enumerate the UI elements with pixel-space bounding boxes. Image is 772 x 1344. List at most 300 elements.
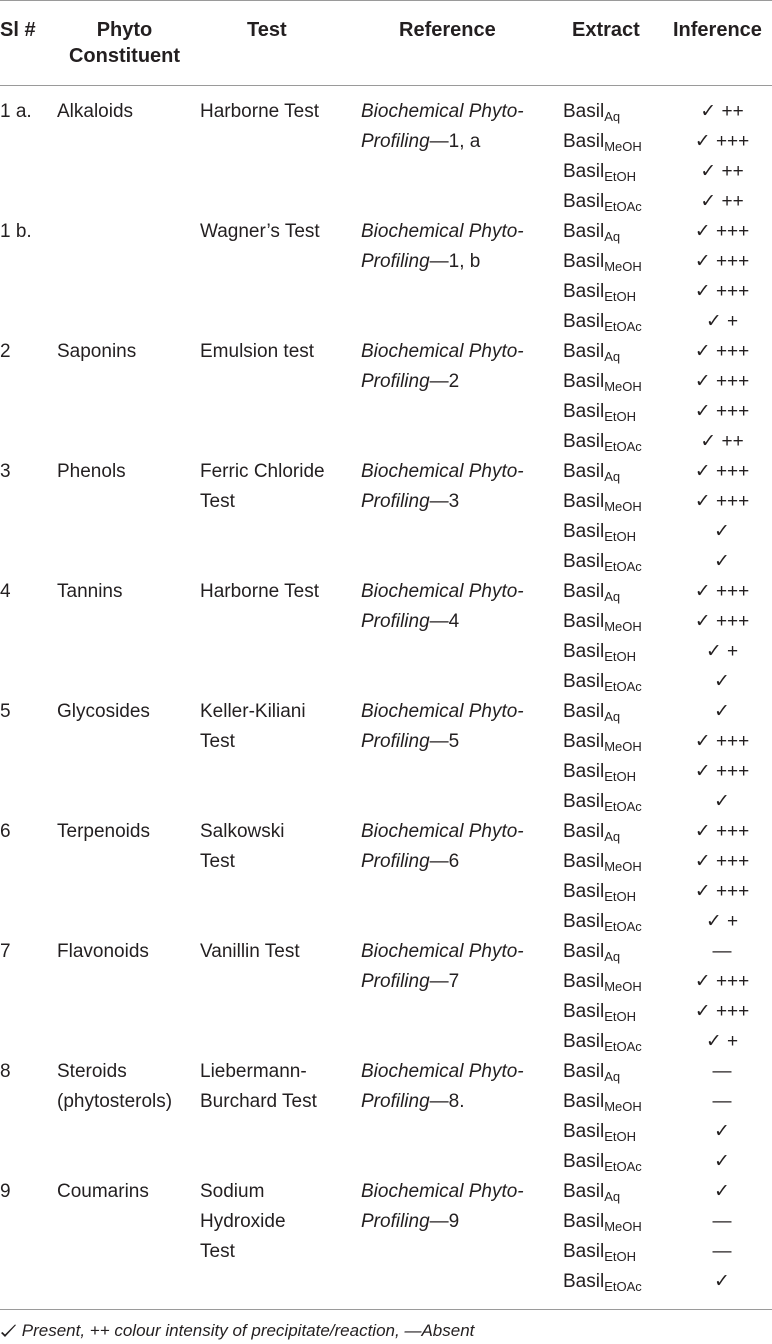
extract-solvent: EtOH bbox=[604, 169, 636, 184]
extract-base: Basil bbox=[563, 671, 605, 692]
extract-list bbox=[563, 697, 642, 817]
extract-list bbox=[563, 217, 642, 337]
extract-item bbox=[563, 1207, 642, 1237]
extract-solvent: EtOAc bbox=[604, 1159, 642, 1174]
extract-list bbox=[563, 1177, 642, 1297]
inference-list bbox=[672, 1057, 772, 1177]
phyto-line: Steroids bbox=[57, 1061, 127, 1082]
extract-solvent: EtOAc bbox=[604, 1279, 642, 1294]
sl-number: 4 bbox=[0, 581, 11, 602]
reference-line1: Biochemical Phyto- bbox=[361, 1181, 524, 1202]
extract-base: Basil bbox=[563, 1181, 605, 1202]
reference-line2 bbox=[361, 367, 524, 397]
extract-solvent: EtOAc bbox=[604, 199, 642, 214]
inference-value: ✓ + bbox=[705, 1031, 739, 1052]
reference-book: Profiling bbox=[361, 731, 430, 752]
inference-value: ✓ ++ bbox=[700, 191, 744, 212]
inference-value: ✓ +++ bbox=[694, 971, 750, 992]
extract-item bbox=[563, 637, 642, 667]
reference-section: —6 bbox=[429, 851, 460, 872]
test-name bbox=[200, 337, 314, 367]
inference-value: ✓ + bbox=[705, 311, 739, 332]
test-line: Hydroxide bbox=[200, 1211, 286, 1232]
extract-solvent: EtOH bbox=[604, 409, 636, 424]
inference-value: ✓ ++ bbox=[700, 161, 744, 182]
extract-solvent: Aq bbox=[604, 229, 621, 244]
extract-solvent: EtOAc bbox=[604, 319, 642, 334]
inference-value: ✓ +++ bbox=[694, 491, 750, 512]
test-line: Vanillin Test bbox=[200, 941, 300, 962]
reference bbox=[361, 697, 524, 757]
extract-solvent: EtOH bbox=[604, 1249, 636, 1264]
test-line: Test bbox=[200, 491, 235, 512]
reference-line1: Biochemical Phyto- bbox=[361, 341, 524, 362]
inference-value: ✓ +++ bbox=[694, 461, 750, 482]
reference-book: Profiling bbox=[361, 611, 430, 632]
table-row bbox=[0, 697, 772, 817]
extract-item bbox=[563, 847, 642, 877]
extract-solvent: EtOH bbox=[604, 649, 636, 664]
test-name bbox=[200, 697, 306, 757]
extract-base: Basil bbox=[563, 611, 605, 632]
reference-line2 bbox=[361, 1087, 524, 1117]
extract-solvent: EtOH bbox=[604, 289, 636, 304]
extract-base: Basil bbox=[563, 761, 605, 782]
test-line: Keller-Kiliani bbox=[200, 701, 306, 722]
reference-book: Profiling bbox=[361, 251, 430, 272]
phyto-line: Alkaloids bbox=[57, 101, 134, 122]
extract-solvent: EtOAc bbox=[604, 559, 642, 574]
reference-section: —8. bbox=[429, 1091, 465, 1112]
inference-list bbox=[672, 577, 772, 697]
inference-value: ✓ bbox=[714, 1271, 730, 1292]
extract-solvent: Aq bbox=[604, 949, 621, 964]
reference-line1: Biochemical Phyto- bbox=[361, 461, 524, 482]
extract-base: Basil bbox=[563, 131, 605, 152]
inference-value: ✓ bbox=[714, 671, 730, 692]
extract-base: Basil bbox=[563, 101, 605, 122]
extract-solvent: EtOH bbox=[604, 889, 636, 904]
inference-value: ✓ bbox=[714, 1181, 730, 1202]
extract-solvent: Aq bbox=[604, 1069, 621, 1084]
phyto-constituent bbox=[57, 1057, 172, 1117]
inference-value: ✓ +++ bbox=[694, 731, 750, 752]
extract-solvent: EtOAc bbox=[604, 1039, 642, 1054]
extract-solvent: Aq bbox=[604, 589, 621, 604]
inference-value: ✓ +++ bbox=[694, 341, 750, 362]
extract-base: Basil bbox=[563, 431, 605, 452]
reference-section: —1, b bbox=[429, 251, 481, 272]
extract-base: Basil bbox=[563, 911, 605, 932]
extract-list bbox=[563, 97, 642, 217]
inference-list bbox=[672, 457, 772, 577]
inference-value: ✓ ++ bbox=[700, 101, 744, 122]
inference-value: ✓ bbox=[714, 1151, 730, 1172]
sl-number: 1 a. bbox=[0, 101, 32, 122]
header-phyto-line1: Phyto bbox=[96, 19, 153, 41]
table-row bbox=[0, 1057, 772, 1177]
phyto-constituent bbox=[57, 337, 136, 367]
extract-item bbox=[563, 97, 642, 127]
extract-list bbox=[563, 817, 642, 937]
reference-section: —4 bbox=[429, 611, 460, 632]
test-line: Harborne Test bbox=[200, 101, 319, 122]
reference-section: —1, a bbox=[429, 131, 481, 152]
extract-solvent: EtOAc bbox=[604, 799, 642, 814]
extract-item bbox=[563, 487, 642, 517]
extract-solvent: EtOH bbox=[604, 1009, 636, 1024]
reference bbox=[361, 457, 524, 517]
inference-value: — bbox=[712, 1241, 732, 1262]
extract-base: Basil bbox=[563, 731, 605, 752]
reference-book: Profiling bbox=[361, 851, 430, 872]
sl-number: 6 bbox=[0, 821, 11, 842]
present-tick-icon bbox=[0, 1324, 17, 1338]
phyto-line: Tannins bbox=[57, 581, 123, 602]
extract-solvent: Aq bbox=[604, 109, 621, 124]
extract-item bbox=[563, 787, 642, 817]
extract-item bbox=[563, 127, 642, 157]
extract-item bbox=[563, 817, 642, 847]
sl-number: 7 bbox=[0, 941, 11, 962]
extract-item bbox=[563, 607, 642, 637]
inference-value: ✓ bbox=[714, 521, 730, 542]
table-row bbox=[0, 937, 772, 1057]
reference-line1: Biochemical Phyto- bbox=[361, 101, 524, 122]
extract-base: Basil bbox=[563, 311, 605, 332]
inference-value: ✓ + bbox=[705, 911, 739, 932]
extract-item bbox=[563, 427, 642, 457]
extract-item bbox=[563, 727, 642, 757]
extract-base: Basil bbox=[563, 161, 605, 182]
inference-value: — bbox=[712, 941, 732, 962]
extract-item bbox=[563, 877, 642, 907]
reference-section: —5 bbox=[429, 731, 460, 752]
extract-base: Basil bbox=[563, 1211, 605, 1232]
extract-solvent: Aq bbox=[604, 1189, 621, 1204]
extract-base: Basil bbox=[563, 881, 605, 902]
test-line: Test bbox=[200, 1241, 235, 1262]
extract-solvent: MeOH bbox=[604, 379, 642, 394]
reference bbox=[361, 937, 524, 997]
extract-solvent: MeOH bbox=[604, 259, 642, 274]
extract-item bbox=[563, 1117, 642, 1147]
reference-book: Profiling bbox=[361, 491, 430, 512]
phyto-constituent bbox=[57, 457, 126, 487]
table-row bbox=[0, 1177, 772, 1297]
inference-value: ✓ bbox=[714, 551, 730, 572]
extract-base: Basil bbox=[563, 1031, 605, 1052]
extract-item bbox=[563, 757, 642, 787]
extract-item bbox=[563, 1057, 642, 1087]
extract-item bbox=[563, 397, 642, 427]
reference-line1: Biochemical Phyto- bbox=[361, 821, 524, 842]
extract-solvent: EtOAc bbox=[604, 679, 642, 694]
reference-book: Profiling bbox=[361, 1091, 430, 1112]
sl-number: 5 bbox=[0, 701, 11, 722]
sl-number: 3 bbox=[0, 461, 11, 482]
test-line: Salkowski bbox=[200, 821, 285, 842]
reference-line2 bbox=[361, 1207, 524, 1237]
test-name bbox=[200, 937, 300, 967]
sl-number: 9 bbox=[0, 1181, 11, 1202]
test-name bbox=[200, 1057, 317, 1117]
test-line: Burchard Test bbox=[200, 1091, 317, 1112]
reference-line1: Biochemical Phyto- bbox=[361, 581, 524, 602]
test-name bbox=[200, 817, 284, 877]
extract-base: Basil bbox=[563, 1241, 605, 1262]
extract-item bbox=[563, 667, 642, 697]
extract-item bbox=[563, 1237, 642, 1267]
extract-solvent: EtOH bbox=[604, 1129, 636, 1144]
inference-value: ✓ +++ bbox=[694, 131, 750, 152]
inference-list bbox=[672, 817, 772, 937]
extract-base: Basil bbox=[563, 191, 605, 212]
extract-solvent: EtOAc bbox=[604, 919, 642, 934]
inference-value: — bbox=[712, 1061, 732, 1082]
sl-number: 1 b. bbox=[0, 221, 32, 242]
header-extract: Extract bbox=[572, 19, 640, 41]
inference-list bbox=[672, 697, 772, 817]
sl-number: 8 bbox=[0, 1061, 11, 1082]
extract-item bbox=[563, 517, 642, 547]
phyto-constituent bbox=[57, 937, 149, 967]
inference-value: ✓ +++ bbox=[694, 281, 750, 302]
table-row bbox=[0, 97, 772, 217]
extract-list bbox=[563, 577, 642, 697]
extract-item bbox=[563, 157, 642, 187]
inference-value: — bbox=[712, 1211, 732, 1232]
extract-base: Basil bbox=[563, 1091, 605, 1112]
inference-value: ✓ +++ bbox=[694, 251, 750, 272]
extract-base: Basil bbox=[563, 461, 605, 482]
inference-value: ✓ ++ bbox=[700, 431, 744, 452]
reference-section: —2 bbox=[429, 371, 460, 392]
extract-solvent: Aq bbox=[604, 469, 621, 484]
reference-line2 bbox=[361, 847, 524, 877]
extract-item bbox=[563, 697, 642, 727]
inference-value: ✓ +++ bbox=[694, 851, 750, 872]
extract-solvent: EtOAc bbox=[604, 439, 642, 454]
extract-base: Basil bbox=[563, 341, 605, 362]
extract-item bbox=[563, 1267, 642, 1297]
phyto-line: Saponins bbox=[57, 341, 137, 362]
extract-list bbox=[563, 937, 642, 1057]
extract-base: Basil bbox=[563, 701, 605, 722]
extract-item bbox=[563, 247, 642, 277]
reference bbox=[361, 337, 524, 397]
inference-value: — bbox=[712, 1091, 732, 1112]
extract-base: Basil bbox=[563, 581, 605, 602]
phyto-constituent bbox=[57, 97, 133, 127]
inference-list bbox=[672, 337, 772, 457]
reference bbox=[361, 577, 524, 637]
extract-item bbox=[563, 547, 642, 577]
extract-item bbox=[563, 1027, 642, 1057]
extract-base: Basil bbox=[563, 1121, 605, 1142]
test-line: Liebermann- bbox=[200, 1061, 307, 1082]
extract-base: Basil bbox=[563, 221, 605, 242]
extract-solvent: EtOH bbox=[604, 769, 636, 784]
reference-line2 bbox=[361, 967, 524, 997]
extract-base: Basil bbox=[563, 791, 605, 812]
sl-number: 2 bbox=[0, 341, 11, 362]
inference-value: ✓ +++ bbox=[694, 371, 750, 392]
extract-item bbox=[563, 217, 642, 247]
phyto-line: Phenols bbox=[57, 461, 126, 482]
reference bbox=[361, 217, 524, 277]
phyto-constituent bbox=[57, 697, 150, 727]
extract-base: Basil bbox=[563, 281, 605, 302]
header-phyto bbox=[62, 17, 187, 69]
reference-book: Profiling bbox=[361, 1211, 430, 1232]
reference-line2 bbox=[361, 487, 524, 517]
inference-value: ✓ +++ bbox=[694, 1001, 750, 1022]
test-line: Test bbox=[200, 851, 235, 872]
extract-solvent: MeOH bbox=[604, 1099, 642, 1114]
extract-base: Basil bbox=[563, 971, 605, 992]
inference-value: ✓ + bbox=[705, 641, 739, 662]
inference-value: ✓ +++ bbox=[694, 611, 750, 632]
reference bbox=[361, 97, 524, 157]
extract-item bbox=[563, 907, 642, 937]
extract-item bbox=[563, 1087, 642, 1117]
reference-book: Profiling bbox=[361, 971, 430, 992]
phyto-line: Terpenoids bbox=[57, 821, 150, 842]
test-line: Test bbox=[200, 731, 235, 752]
extract-solvent: MeOH bbox=[604, 859, 642, 874]
extract-base: Basil bbox=[563, 401, 605, 422]
reference-book: Profiling bbox=[361, 131, 430, 152]
reference-line1: Biochemical Phyto- bbox=[361, 1061, 524, 1082]
header-rule bbox=[0, 85, 772, 86]
test-name bbox=[200, 217, 320, 247]
reference bbox=[361, 1057, 524, 1117]
table-row bbox=[0, 817, 772, 937]
extract-item bbox=[563, 997, 642, 1027]
inference-value: ✓ +++ bbox=[694, 581, 750, 602]
test-line: Emulsion test bbox=[200, 341, 315, 362]
phyto-line: (phytosterols) bbox=[57, 1091, 173, 1112]
bottom-rule bbox=[0, 1309, 772, 1310]
test-name bbox=[200, 1177, 286, 1267]
reference-line1: Biochemical Phyto- bbox=[361, 701, 524, 722]
test-line: Harborne Test bbox=[200, 581, 319, 602]
extract-solvent: MeOH bbox=[604, 499, 642, 514]
header-sl: Sl # bbox=[0, 19, 36, 41]
reference-line2 bbox=[361, 727, 524, 757]
inference-list bbox=[672, 217, 772, 337]
phyto-constituent bbox=[57, 577, 123, 607]
inference-value: ✓ bbox=[714, 791, 730, 812]
inference-value: ✓ bbox=[714, 701, 730, 722]
reference bbox=[361, 1177, 524, 1237]
reference-line2 bbox=[361, 607, 524, 637]
reference-section: —7 bbox=[429, 971, 460, 992]
test-line: Sodium bbox=[200, 1181, 265, 1202]
extract-solvent: MeOH bbox=[604, 1219, 642, 1234]
extract-item bbox=[563, 187, 642, 217]
extract-item bbox=[563, 937, 642, 967]
reference-line2 bbox=[361, 247, 524, 277]
extract-base: Basil bbox=[563, 851, 605, 872]
reference-book: Profiling bbox=[361, 371, 430, 392]
extract-list bbox=[563, 1057, 642, 1177]
extract-item bbox=[563, 337, 642, 367]
extract-base: Basil bbox=[563, 491, 605, 512]
phyto-line: Glycosides bbox=[57, 701, 150, 722]
reference bbox=[361, 817, 524, 877]
phyto-constituent bbox=[57, 817, 150, 847]
inference-list bbox=[672, 97, 772, 217]
inference-value: ✓ bbox=[714, 1121, 730, 1142]
extract-item bbox=[563, 1147, 642, 1177]
top-rule bbox=[0, 0, 772, 1]
test-line: Wagner’s Test bbox=[200, 221, 320, 242]
extract-base: Basil bbox=[563, 1001, 605, 1022]
extract-base: Basil bbox=[563, 371, 605, 392]
extract-base: Basil bbox=[563, 251, 605, 272]
test-name bbox=[200, 457, 325, 517]
extract-base: Basil bbox=[563, 1061, 605, 1082]
phyto-constituent bbox=[57, 1177, 149, 1207]
inference-list bbox=[672, 937, 772, 1057]
extract-solvent: MeOH bbox=[604, 139, 642, 154]
table-row bbox=[0, 457, 772, 577]
phyto-line: Flavonoids bbox=[57, 941, 149, 962]
extract-base: Basil bbox=[563, 521, 605, 542]
footnote bbox=[0, 1320, 474, 1342]
extract-solvent: EtOH bbox=[604, 529, 636, 544]
extract-solvent: Aq bbox=[604, 349, 621, 364]
header-reference: Reference bbox=[399, 19, 496, 41]
extract-base: Basil bbox=[563, 821, 605, 842]
extract-base: Basil bbox=[563, 551, 605, 572]
inference-value: ✓ +++ bbox=[694, 821, 750, 842]
reference-section: —9 bbox=[429, 1211, 460, 1232]
header-inference: Inference bbox=[673, 19, 762, 41]
inference-value: ✓ +++ bbox=[694, 221, 750, 242]
test-line: Ferric Chloride bbox=[200, 461, 325, 482]
reference-section: —3 bbox=[429, 491, 460, 512]
table-row bbox=[0, 337, 772, 457]
extract-solvent: MeOH bbox=[604, 979, 642, 994]
header-phyto-line2: Constituent bbox=[68, 45, 181, 67]
extract-item bbox=[563, 457, 642, 487]
extract-item bbox=[563, 1177, 642, 1207]
extract-solvent: Aq bbox=[604, 709, 621, 724]
extract-item bbox=[563, 307, 642, 337]
test-name bbox=[200, 577, 319, 607]
inference-value: ✓ +++ bbox=[694, 401, 750, 422]
extract-item bbox=[563, 577, 642, 607]
header-test: Test bbox=[247, 19, 287, 41]
table-row bbox=[0, 217, 772, 337]
reference-line2 bbox=[361, 127, 524, 157]
extract-base: Basil bbox=[563, 1271, 605, 1292]
extract-item bbox=[563, 277, 642, 307]
reference-line1: Biochemical Phyto- bbox=[361, 941, 524, 962]
test-name bbox=[200, 97, 319, 127]
extract-base: Basil bbox=[563, 1151, 605, 1172]
extract-item bbox=[563, 367, 642, 397]
extract-solvent: MeOH bbox=[604, 619, 642, 634]
extract-item bbox=[563, 967, 642, 997]
extract-solvent: MeOH bbox=[604, 739, 642, 754]
phyto-line: Coumarins bbox=[57, 1181, 149, 1202]
table-row bbox=[0, 577, 772, 697]
extract-list bbox=[563, 457, 642, 577]
